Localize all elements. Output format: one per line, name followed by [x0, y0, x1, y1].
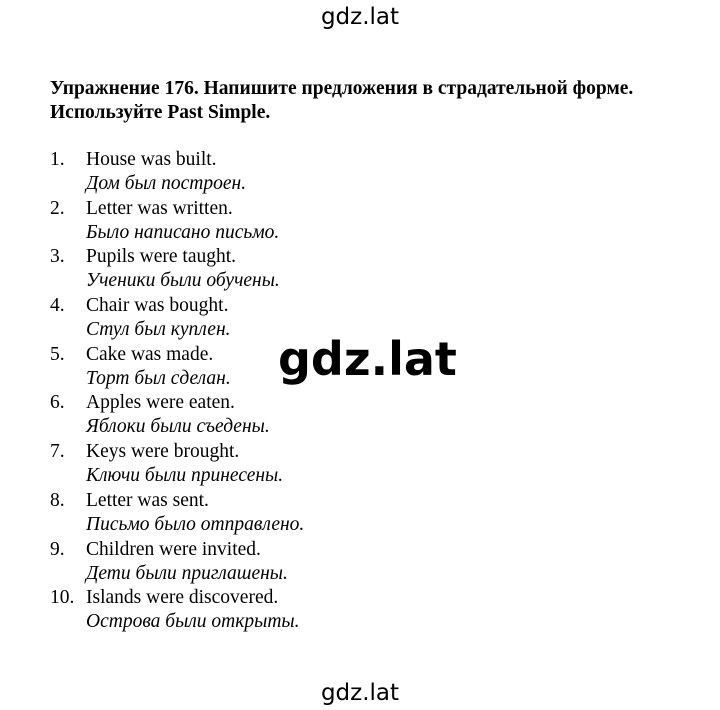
russian-translation: Стул был куплен. — [86, 319, 231, 341]
watermark-center: gdz.lat — [278, 332, 457, 386]
list-item — [50, 245, 670, 294]
english-sentence: Keys were brought. — [86, 441, 240, 463]
item-number: 2. — [50, 197, 65, 219]
answer-list — [50, 148, 670, 635]
list-item — [50, 538, 670, 587]
english-sentence: Letter was sent. — [86, 489, 209, 511]
english-sentence: Apples were eaten. — [86, 392, 235, 414]
russian-translation: Яблоки были съедены. — [86, 416, 270, 438]
russian-translation: Дом был построен. — [86, 173, 247, 194]
item-number: 8. — [50, 489, 65, 511]
russian-translation: Торт был сделан. — [86, 367, 231, 389]
english-sentence: Pupils were taught. — [86, 246, 237, 268]
list-item — [50, 489, 670, 538]
list-item — [50, 391, 670, 440]
item-number: 10. — [50, 587, 75, 609]
russian-translation: Ключи были принесены. — [86, 465, 284, 487]
english-sentence: Letter was written. — [86, 197, 233, 219]
item-number: 5. — [50, 343, 65, 365]
heading-line-1: Упражнение 176. Напишите предложения в страдательной форме. — [50, 78, 634, 99]
english-sentence: Chair was bought. — [86, 295, 229, 317]
russian-translation: Ученики были обучены. — [86, 270, 280, 292]
item-number: 3. — [50, 246, 65, 268]
item-number: 7. — [50, 441, 65, 463]
english-sentence: House was built. — [86, 149, 217, 170]
russian-translation: Острова были открыты. — [86, 611, 300, 633]
russian-translation: Дети были приглашены. — [86, 562, 288, 584]
english-sentence: Children were invited. — [86, 538, 261, 560]
russian-translation: Было написано письмо. — [86, 221, 280, 243]
item-number: 9. — [50, 538, 65, 560]
english-sentence: Cake was made. — [86, 343, 214, 365]
russian-translation: Письмо было отправлено. — [86, 513, 305, 535]
list-item — [50, 148, 670, 197]
list-item — [50, 586, 670, 635]
item-number: 1. — [50, 149, 65, 170]
item-number: 4. — [50, 295, 65, 317]
exercise-heading — [50, 77, 710, 125]
item-number: 6. — [50, 392, 65, 414]
english-sentence: Islands were discovered. — [86, 587, 279, 609]
watermark-bottom: gdz.lat — [320, 680, 400, 706]
list-item — [50, 197, 670, 246]
list-item — [50, 440, 670, 489]
heading-line-2: Используйте Past Simple. — [50, 102, 271, 123]
watermark-top: gdz.lat — [320, 4, 400, 30]
